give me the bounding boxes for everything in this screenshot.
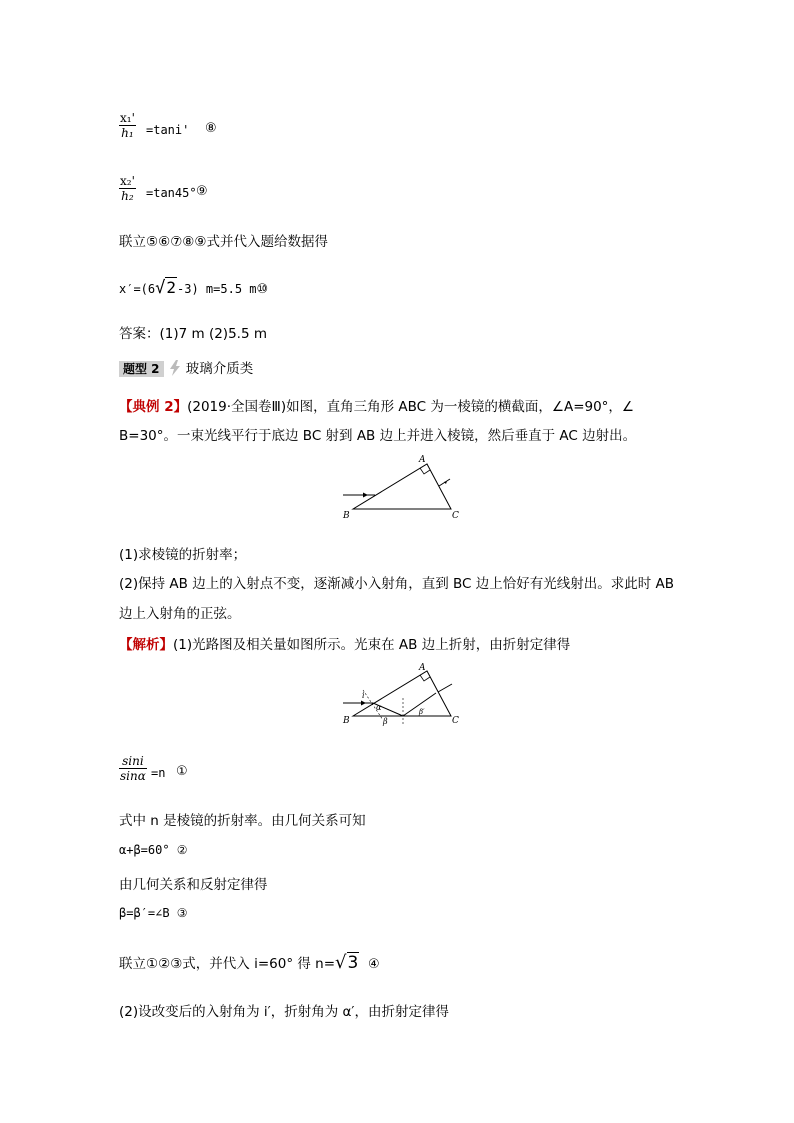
analysis-bracket: 【解析】 bbox=[119, 637, 173, 653]
eq10-pre: x′=(6 bbox=[119, 282, 156, 296]
triangle-abc bbox=[353, 464, 451, 509]
text-part2: (2)设改变后的入射角为 i′，折射角为 α′，由折射定律得 bbox=[119, 1004, 449, 1020]
eq4-radicand: 3 bbox=[347, 953, 359, 973]
eq4-tag: ④ bbox=[367, 957, 380, 972]
eq8-numerator: x₁' bbox=[120, 111, 135, 125]
question-2-line1: (2)保持 AB 边上的入射点不变，逐渐减小入射角，直到 BC 边上恰好有光线射出。求此时 AB bbox=[119, 576, 675, 592]
eq1-numerator: sini bbox=[119, 754, 147, 769]
eq10-tag: ⑩ bbox=[256, 282, 269, 297]
eq8-tag: ⑧ bbox=[205, 121, 217, 136]
sqrt-symbol: √2 bbox=[155, 278, 177, 298]
eq1-denominator: sinα bbox=[120, 769, 146, 783]
label-A: A bbox=[419, 455, 426, 465]
triangle-abc-2 bbox=[353, 671, 451, 716]
eq8-rhs: =tani' bbox=[146, 123, 190, 137]
fraction-eq9 bbox=[119, 174, 136, 203]
eq9-numerator: x₂' bbox=[120, 174, 135, 188]
example-bracket: 【典例 2】 bbox=[119, 399, 188, 415]
eq2: α+β=60° ② bbox=[119, 843, 188, 857]
fraction-eq1 bbox=[119, 754, 147, 783]
question-2-line2: 边上入射角的正弦。 bbox=[119, 606, 241, 622]
eq9-denominator: h₂ bbox=[121, 189, 134, 203]
section-title: 玻璃介质类 bbox=[185, 361, 254, 377]
text-join: 联立⑤⑥⑦⑧⑨式并代入题给数据得 bbox=[119, 234, 329, 250]
fraction-eq8 bbox=[119, 111, 136, 140]
label-C: C bbox=[452, 511, 459, 521]
analysis-text: (1)光路图及相关量如图所示。光束在 AB 边上折射，由折射定律得 bbox=[173, 637, 571, 653]
text-refraction-index: 式中 n 是棱镜的折射率。由几何关系可知 bbox=[119, 813, 366, 829]
label-i: i bbox=[362, 691, 365, 700]
eq1-tag: ① bbox=[176, 764, 188, 779]
section-header bbox=[119, 357, 253, 377]
example-line2: B=30°。一束光线平行于底边 BC 射到 AB 边上并进入棱镜，然后垂直于 AC 边射出。 bbox=[119, 428, 637, 444]
label-beta-prime: β′ bbox=[419, 708, 425, 716]
light-path-diagram bbox=[335, 660, 475, 728]
eq3: β=β′=∠B ③ bbox=[119, 906, 188, 920]
answer-line: 答案：(1)7 m (2)5.5 m bbox=[119, 326, 267, 342]
section-badge: 题型 2 bbox=[119, 361, 164, 377]
analysis-line bbox=[119, 633, 570, 653]
sqrt-symbol-2: √3 bbox=[335, 952, 359, 973]
eq4-pre: 联立①②③式，并代入 i=60° 得 n= bbox=[119, 956, 336, 972]
label-B-2: B bbox=[343, 716, 350, 726]
example-line1 bbox=[119, 395, 634, 415]
text-reflection: 由几何关系和反射定律得 bbox=[119, 877, 268, 893]
eq8-denominator: h₁ bbox=[121, 126, 134, 140]
ray-arrow-2 bbox=[361, 701, 366, 706]
label-B: B bbox=[343, 511, 350, 521]
eq9-rhs: =tan45° bbox=[146, 186, 197, 200]
eq10-radicand: 2 bbox=[166, 278, 177, 297]
lightning-icon bbox=[169, 360, 181, 376]
label-A-2: A bbox=[419, 663, 426, 673]
right-angle-mark bbox=[420, 468, 430, 474]
example-text1: (2019·全国卷Ⅲ)如图，直角三角形 ABC 为一棱镜的横截面，∠A=90°，∠ bbox=[187, 399, 635, 415]
question-1: (1)求棱镜的折射率； bbox=[119, 547, 247, 563]
prism-diagram bbox=[335, 452, 475, 522]
label-C-2: C bbox=[452, 716, 459, 726]
ray-arrow bbox=[363, 493, 368, 498]
eq1-rhs: =n bbox=[151, 766, 166, 780]
eq10-post: -3) m=5.5 m bbox=[177, 282, 257, 296]
label-alpha: α bbox=[376, 703, 382, 712]
label-beta: β bbox=[383, 717, 388, 726]
exit-ray-2 bbox=[438, 684, 452, 692]
eq9-tag: ⑨ bbox=[196, 184, 208, 199]
eq10 bbox=[119, 278, 268, 298]
right-angle-mark-2 bbox=[420, 675, 430, 681]
eq4 bbox=[119, 952, 380, 973]
